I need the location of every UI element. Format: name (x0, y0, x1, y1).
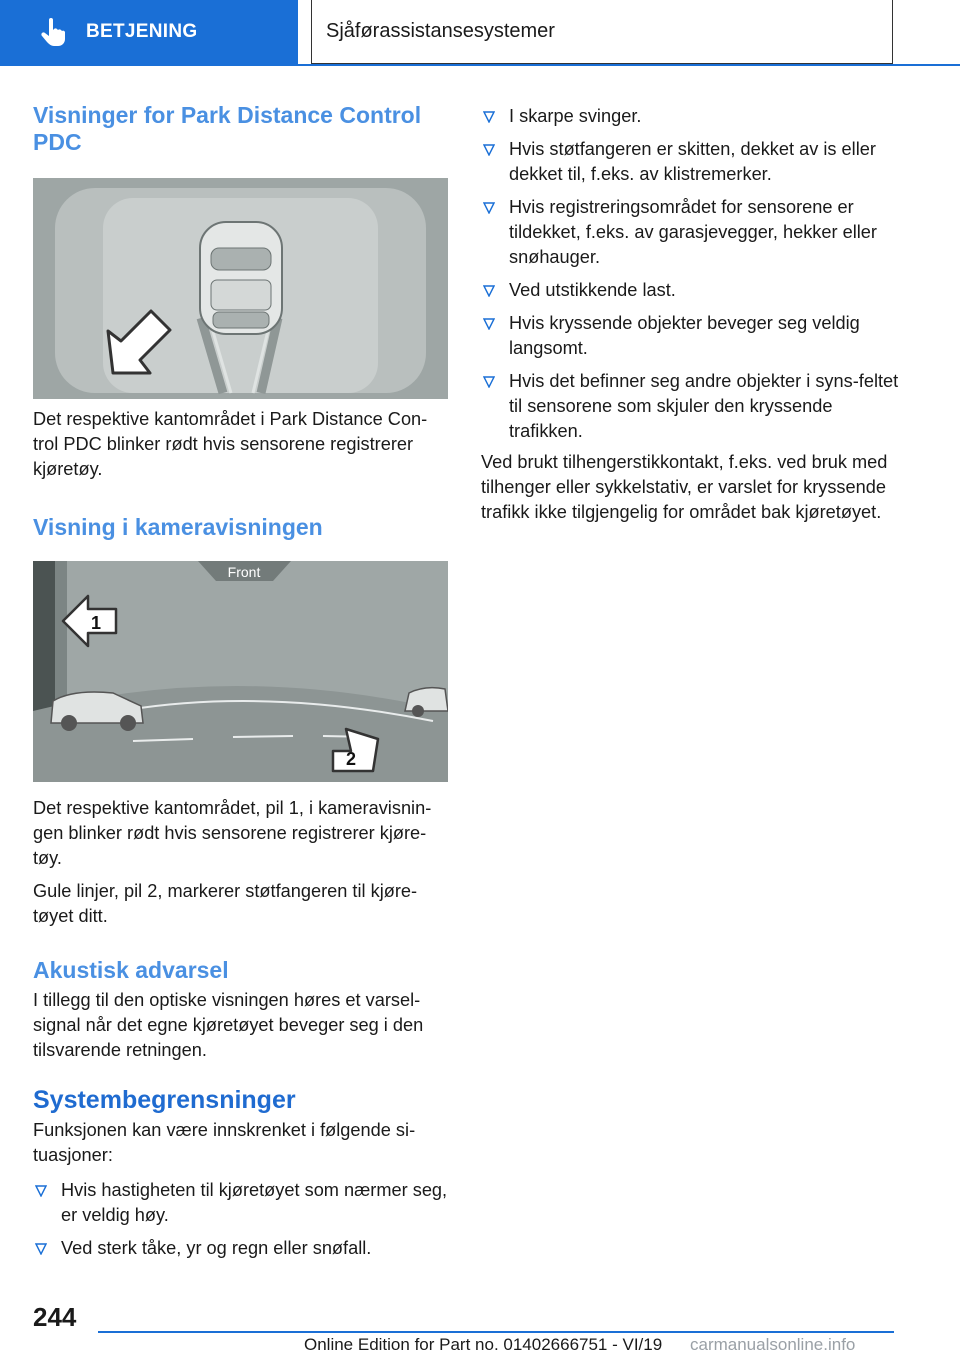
page-number: 244 (33, 1302, 77, 1332)
list-item: Hvis hastigheten til kjøretøyet som nærmer seg, er veldig høy. (33, 1178, 448, 1228)
triangle-bullet-icon (483, 376, 495, 388)
paragraph-limitations: Funksjonen kan være innskrenket i følgende si-tuasjoner: (33, 1120, 416, 1165)
list-item: Ved sterk tåke, yr og regn eller snøfall. (33, 1236, 448, 1261)
triangle-bullet-icon (483, 111, 495, 123)
triangle-bullet-icon (483, 202, 495, 214)
left-column (33, 102, 448, 1269)
chapter-label: BETJENING (86, 21, 198, 42)
triangle-bullet-icon (483, 285, 495, 297)
right-bullet-list (481, 104, 901, 444)
triangle-bullet-icon (483, 318, 495, 330)
footer-divider (98, 1331, 894, 1333)
triangle-bullet-icon (35, 1243, 47, 1255)
hand-pointer-icon (40, 18, 66, 46)
list-item: I skarpe svinger. (481, 104, 901, 129)
triangle-bullet-icon (483, 144, 495, 156)
list-item: Hvis det befinner seg andre objekter i syns-feltet til sensorene som skjuler den kryssende trafikken. (481, 369, 901, 444)
section-title: Sjåførassistansesystemer (311, 0, 893, 64)
arrow-2-label: 2 (346, 749, 357, 769)
page-header (0, 0, 960, 66)
car-icon (200, 222, 282, 334)
paragraph-pdc-edge: Det respektive kantområdet i Park Distance Con-trol PDC blinker rødt hvis sensorene registrerer kjøretøy. (33, 409, 428, 479)
right-column (481, 104, 901, 533)
paragraph-yellow-lines: Gule linjer, pil 2, markerer støtfangeren til kjøre-tøyet ditt. (33, 881, 418, 926)
paragraph-camera-edge: Det respektive kantområdet, pil 1, i kameravisnin-gen blinker rødt hvis sensorene registrerer kjøre-tøy. (33, 798, 432, 868)
front-label: Front (227, 564, 261, 580)
edition-note: Online Edition for Part no. 01402666751 - VI/19 (304, 1335, 663, 1354)
triangle-bullet-icon (35, 1185, 47, 1197)
arrow-1-label: 1 (91, 613, 102, 633)
heading-pdc-views: Visninger for Park Distance Control PDC (33, 102, 422, 155)
list-item: Ved utstikkende last. (481, 278, 901, 303)
heading-camera-view: Visning i kameravisningen (33, 514, 323, 540)
paragraph-acoustic: I tillegg til den optiske visningen høres et varsel-signal når det egne kjøretøyet beveger seg i den tilsvarende retningen. (33, 990, 424, 1060)
list-item: Hvis registreringsområdet for sensorene er tildekket, f.eks. av garasjevegger, hekker eller snøhauger. (481, 195, 901, 270)
heading-limitations: Systembegrensninger (33, 1086, 296, 1114)
pdc-illustration (33, 178, 448, 399)
list-item: Hvis kryssende objekter beveger seg veldig langsomt. (481, 311, 901, 361)
header-divider (0, 64, 960, 66)
left-bullet-list (33, 1178, 448, 1261)
watermark: carmanualsonline.info (690, 1335, 856, 1354)
camera-illustration (33, 561, 448, 782)
list-item: Hvis støtfangeren er skitten, dekket av is eller dekket til, f.eks. av klistremerker. (481, 137, 901, 187)
heading-acoustic: Akustisk advarsel (33, 957, 229, 983)
paragraph-trailer: Ved brukt tilhengerstikkontakt, f.eks. ved bruk med tilhenger eller sykkelstativ, er varslet for kryssende trafikk ikke tilgjengelig for området bak kjøretøyet. (481, 452, 888, 522)
chapter-tab[interactable] (0, 0, 298, 64)
